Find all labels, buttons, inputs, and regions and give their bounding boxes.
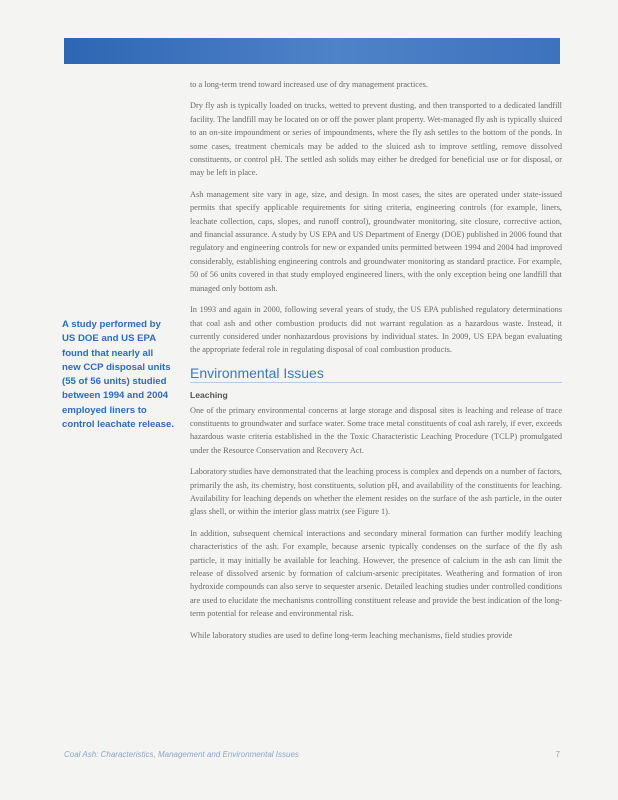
paragraph: In 1993 and again in 2000, following several years of study, the US EPA published regulatory determinations that coal ash and other combustion products did not warrant regulation as a hazardous waste. Instead, it currently considered under nonhazardous provisions by individual states. In 2009, US EPA began evaluating the appropriate federal role in regulating disposal of coal combustion products.	[190, 305, 562, 355]
subsection-title: Leaching	[190, 390, 228, 401]
section-title: Environmental Issues	[190, 367, 562, 383]
paragraph: While laboratory studies are used to define long-term leaching mechanisms, field studies provide	[190, 630, 513, 640]
page-footer	[64, 750, 560, 764]
sidebar-callout: A study performed by US DOE and US EPA found that nearly all new CCP disposal units (55 of 56 units) studied between 1994 and 2004 employed liners to control leachate release.	[62, 319, 174, 431]
main-text-column	[190, 78, 562, 650]
paragraph: Ash management site vary in age, size, and design. In most cases, the sites are operated under state-issued permits that specify applicable requirements for siting criteria, engineering controls (for example, liners, leachate collection, caps, slopes, and runoff control), groundwater monitoring, site closure, corrective action, and financial assurance. A study by US EPA and US Department of Energy (DOE) published in 2006 found that regulatory and engineering controls for new or expanded units permitted between 1994 and 2004 had improved considerably, establishing engineering controls and groundwater monitoring as standard practice. For example, 50 of 56 units covered in that study employed engineered liners, with the only exception being one landfill that managed only bottom ash.	[190, 189, 562, 293]
footer-title: Coal Ash: Characteristics, Management and Environmental Issues	[64, 750, 299, 759]
paragraph: One of the primary environmental concerns at large storage and disposal sites is leaching and release of trace constituents to groundwater and surface water. Some trace metal constituents of coal ash rarely, if ever, exceeds hazardous waste criteria established in the the Toxic Characteristic Leaching Procedure (TCLP) promulgated under the Resource Conservation and Recovery Act.	[190, 405, 562, 455]
page-number: 7	[555, 750, 560, 759]
paragraph: to a long-term trend toward increased use of dry management practices.	[190, 80, 428, 89]
header-color-bar	[64, 38, 560, 64]
paragraph: In addition, subsequent chemical interactions and secondary mineral formation can further modify leaching characteristics of the ash. For example, because arsenic typically condenses on the surface of the fly ash particle, it may initially be available for leaching. However, the presence of calcium in the ash can limit the release of dissolved arsenic by formation of calcium-arsenic precipitates. Weathering and formation of iron hydroxide compounds can also serve to sequester arsenic. Detailed leaching studies under controlled conditions are used to elucidate the mechanisms controlling constituent release and provide the best indication of the long-term potential for release and environmental risk.	[190, 528, 562, 619]
paragraph: Laboratory studies have demonstrated that the leaching process is complex and depends on a number of factors, primarily the ash, its chemistry, host constituents, solution pH, and availability of the constituents for leaching. Availability for leaching depends on whether the element resides on the surface of the ash particle, in the outer glass shell, or within the interior glass matrix (see Figure 1).	[190, 467, 562, 517]
paragraph: Dry fly ash is typically loaded on trucks, wetted to prevent dusting, and then transported to a dedicated landfill facility. The landfill may be located on or off the power plant property. Wet-managed fly ash is typically sluiced to an on-site impoundment or series of impoundments, where the fly ash settles to the bottom of the ponds. In some cases, treatment chemicals may be added to the sluiced ash to improve settling, remove dissolved constituents, or control pH. The settled ash solids may either be dredged for beneficial use or for disposal, or may be left in place.	[190, 101, 562, 178]
